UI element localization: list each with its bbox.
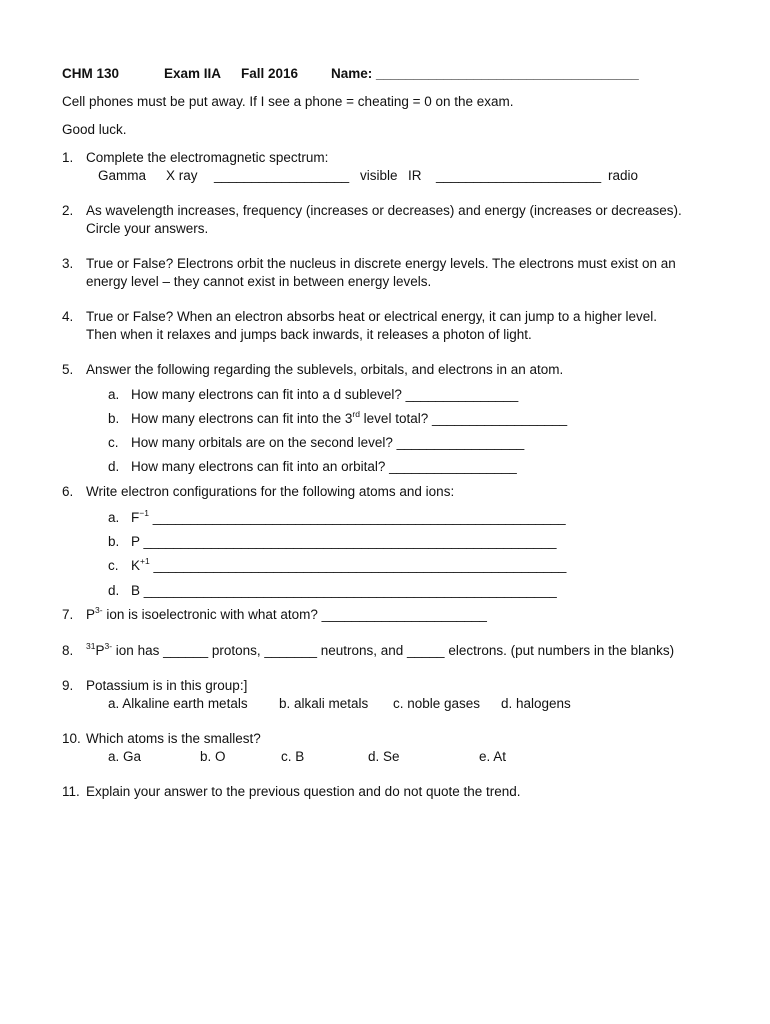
name-field[interactable]: Name: ___________________________________ bbox=[331, 66, 639, 81]
course-code: CHM 130 bbox=[62, 66, 120, 81]
spectrum-xray: X ray bbox=[166, 168, 198, 183]
question-text-body: ion is isoelectronic with what atom? ______________________ bbox=[102, 607, 487, 622]
option-e[interactable]: e. At bbox=[479, 749, 507, 764]
question-text-cont: Then when it relaxes and jumps back inwards, it releases a photon of light. bbox=[86, 327, 532, 342]
item-5a[interactable]: How many electrons can fit into a d sublevel? _______________ bbox=[131, 387, 519, 402]
question-text: Answer the following regarding the sublevels, orbitals, and electrons in an atom. bbox=[86, 362, 564, 377]
phone-policy: Cell phones must be put away. If I see a phone = cheating = 0 on the exam. bbox=[62, 94, 514, 109]
option-b[interactable]: b. alkali metals bbox=[279, 696, 369, 711]
question-text: True or False? Electrons orbit the nucleus in discrete energy levels. The electrons must exist on an bbox=[86, 256, 676, 271]
question-number: 7. bbox=[62, 607, 74, 622]
item-6c[interactable] bbox=[131, 557, 566, 575]
charge-superscript: 3- bbox=[104, 641, 113, 651]
option-c[interactable]: c. B bbox=[281, 749, 305, 764]
item-letter: a. bbox=[108, 387, 120, 402]
item-5b-text: How many electrons can fit into the 3 bbox=[131, 411, 353, 426]
question-number: 10. bbox=[62, 731, 81, 746]
item-letter: d. bbox=[108, 459, 120, 474]
option-b[interactable]: b. O bbox=[200, 749, 226, 764]
question-text: Which atoms is the smallest? bbox=[86, 731, 261, 746]
answer-blank[interactable]: _______________________________________________________ bbox=[148, 510, 566, 525]
item-letter: a. bbox=[108, 510, 120, 525]
question-number: 9. bbox=[62, 678, 74, 693]
item-5b-text-end: level total? __________________ bbox=[359, 411, 568, 426]
question-number: 3. bbox=[62, 256, 74, 271]
answer-blank[interactable]: _______________________________________________________ bbox=[149, 558, 567, 573]
element-symbol: K bbox=[131, 558, 141, 573]
mass-number-superscript: 31 bbox=[86, 641, 96, 651]
question-number: 1. bbox=[62, 150, 74, 165]
answer-blank[interactable]: _______________________________________________________ bbox=[140, 583, 557, 598]
question-number: 2. bbox=[62, 203, 74, 218]
spectrum-visible: visible bbox=[360, 168, 398, 183]
charge-superscript: −1 bbox=[139, 508, 149, 518]
question-number: 6. bbox=[62, 484, 74, 499]
question-text: Complete the electromagnetic spectrum: bbox=[86, 150, 329, 165]
good-luck: Good luck. bbox=[62, 122, 127, 137]
item-letter: b. bbox=[108, 411, 120, 426]
question-number: 8. bbox=[62, 643, 74, 658]
question-text-cont: energy level – they cannot exist in between energy levels. bbox=[86, 274, 432, 289]
item-letter: c. bbox=[108, 435, 119, 450]
question-number: 4. bbox=[62, 309, 74, 324]
question-text: As wavelength increases, frequency (increases or decreases) and energy (increases or decreases). bbox=[86, 203, 682, 218]
element-symbol: P bbox=[86, 607, 96, 622]
item-letter: b. bbox=[108, 534, 120, 549]
charge-superscript: 3- bbox=[95, 605, 103, 615]
question-text[interactable] bbox=[86, 642, 674, 660]
item-5d[interactable]: How many electrons can fit into an orbital? _________________ bbox=[131, 459, 517, 474]
exam-title: Exam IIA bbox=[164, 66, 222, 81]
question-text-body: ion has ______ protons, _______ neutrons, and _____ electrons. (put numbers in the blanks) bbox=[112, 643, 675, 658]
item-5b[interactable] bbox=[131, 410, 567, 428]
exam-term: Fall 2016 bbox=[241, 66, 299, 81]
spectrum-ir: IR bbox=[408, 168, 422, 183]
question-number: 11. bbox=[62, 784, 80, 799]
question-number: 5. bbox=[62, 362, 74, 377]
item-6b[interactable] bbox=[131, 533, 556, 551]
option-a[interactable]: a. Ga bbox=[108, 749, 142, 764]
question-text: Potassium is in this group:] bbox=[86, 678, 248, 693]
spectrum-blank-1[interactable]: __________________ bbox=[214, 168, 350, 183]
element-symbol: F bbox=[131, 510, 140, 525]
option-d[interactable]: d. Se bbox=[368, 749, 400, 764]
question-text: True or False? When an electron absorbs heat or electrical energy, it can jump to a higher level. bbox=[86, 309, 658, 324]
item-6a[interactable] bbox=[131, 509, 566, 527]
question-text: Explain your answer to the previous question and do not quote the trend. bbox=[86, 784, 521, 799]
option-c[interactable]: c. noble gases bbox=[393, 696, 481, 711]
element-symbol: P bbox=[131, 534, 140, 549]
spectrum-gamma: Gamma bbox=[98, 168, 147, 183]
question-text: Write electron configurations for the following atoms and ions: bbox=[86, 484, 455, 499]
question-text-cont: Circle your answers. bbox=[86, 221, 209, 236]
charge-superscript: +1 bbox=[140, 556, 150, 566]
item-letter: c. bbox=[108, 558, 119, 573]
option-d[interactable]: d. halogens bbox=[501, 696, 571, 711]
superscript: rd bbox=[352, 409, 360, 419]
item-letter: d. bbox=[108, 583, 120, 598]
element-symbol: B bbox=[131, 583, 141, 598]
spectrum-blank-2[interactable]: ______________________ bbox=[436, 168, 602, 183]
answer-blank[interactable]: _______________________________________________________ bbox=[139, 534, 557, 549]
element-symbol: P bbox=[95, 643, 105, 658]
spectrum-radio: radio bbox=[608, 168, 639, 183]
option-a[interactable]: a. Alkaline earth metals bbox=[108, 696, 248, 711]
item-5c[interactable]: How many orbitals are on the second level? _________________ bbox=[131, 435, 525, 450]
question-text[interactable] bbox=[86, 606, 487, 624]
item-6d[interactable] bbox=[131, 582, 557, 600]
